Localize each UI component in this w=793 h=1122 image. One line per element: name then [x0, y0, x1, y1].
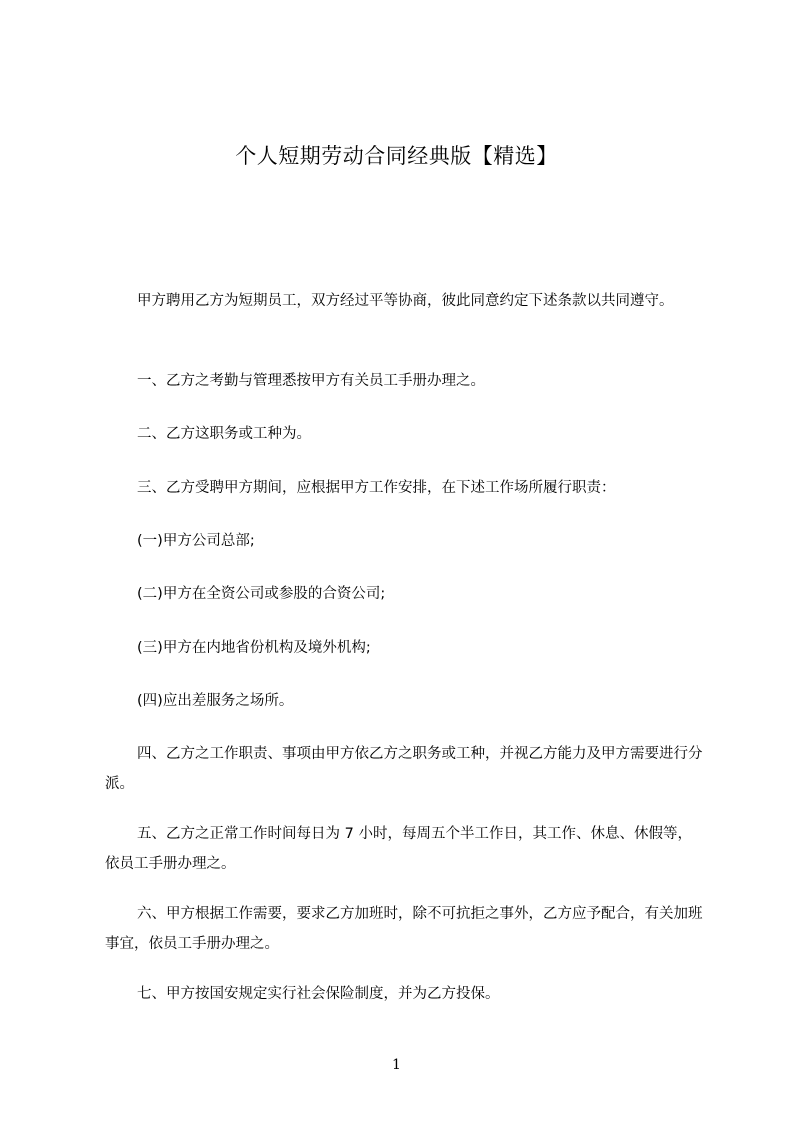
- paragraph-clause-2: 二、乙方这职务或工种为。: [137, 426, 311, 442]
- paragraph-clause-6: 六、甲方根据工作需要，要求乙方加班时，除不可抗拒之事外，乙方应予配合，有关加班事宜，依员工手册办理之。: [105, 906, 703, 952]
- paragraph-clause-7: 七、甲方按国安规定实行社会保险制度，并为乙方投保。: [137, 986, 500, 1002]
- paragraph-item-1: (一)甲方公司总部;: [137, 533, 255, 549]
- document-title: 个人短期劳动合同经典版【精选】: [235, 144, 558, 168]
- paragraph-item-2: (二)甲方在全资公司或参股的合资公司;: [137, 586, 386, 602]
- paragraph-item-3: (三)甲方在内地省份机构及境外机构;: [137, 640, 371, 656]
- paragraph-intro: 甲方聘用乙方为短期员工，双方经过平等协商，彼此同意约定下述条款以共同遵守。: [137, 293, 674, 309]
- paragraph-clause-4: 四、乙方之工作职责、事项由甲方依乙方之职务或工种，并视乙方能力及甲方需要进行分派。: [105, 746, 703, 792]
- paragraph-clause-3: 三、乙方受聘甲方期间，应根据甲方工作安排，在下述工作场所履行职责：: [137, 480, 616, 496]
- page-number: 1: [392, 1057, 401, 1073]
- paragraph-clause-1: 一、乙方之考勤与管理悉按甲方有关员工手册办理之。: [137, 373, 485, 389]
- paragraph-clause-5: 五、乙方之正常工作时间每日为 7 小时，每周五个半工作日，其工作、休息、休假等，依员工手册办理之。: [105, 826, 692, 872]
- paragraph-item-4: (四)应出差服务之场所。: [137, 693, 294, 709]
